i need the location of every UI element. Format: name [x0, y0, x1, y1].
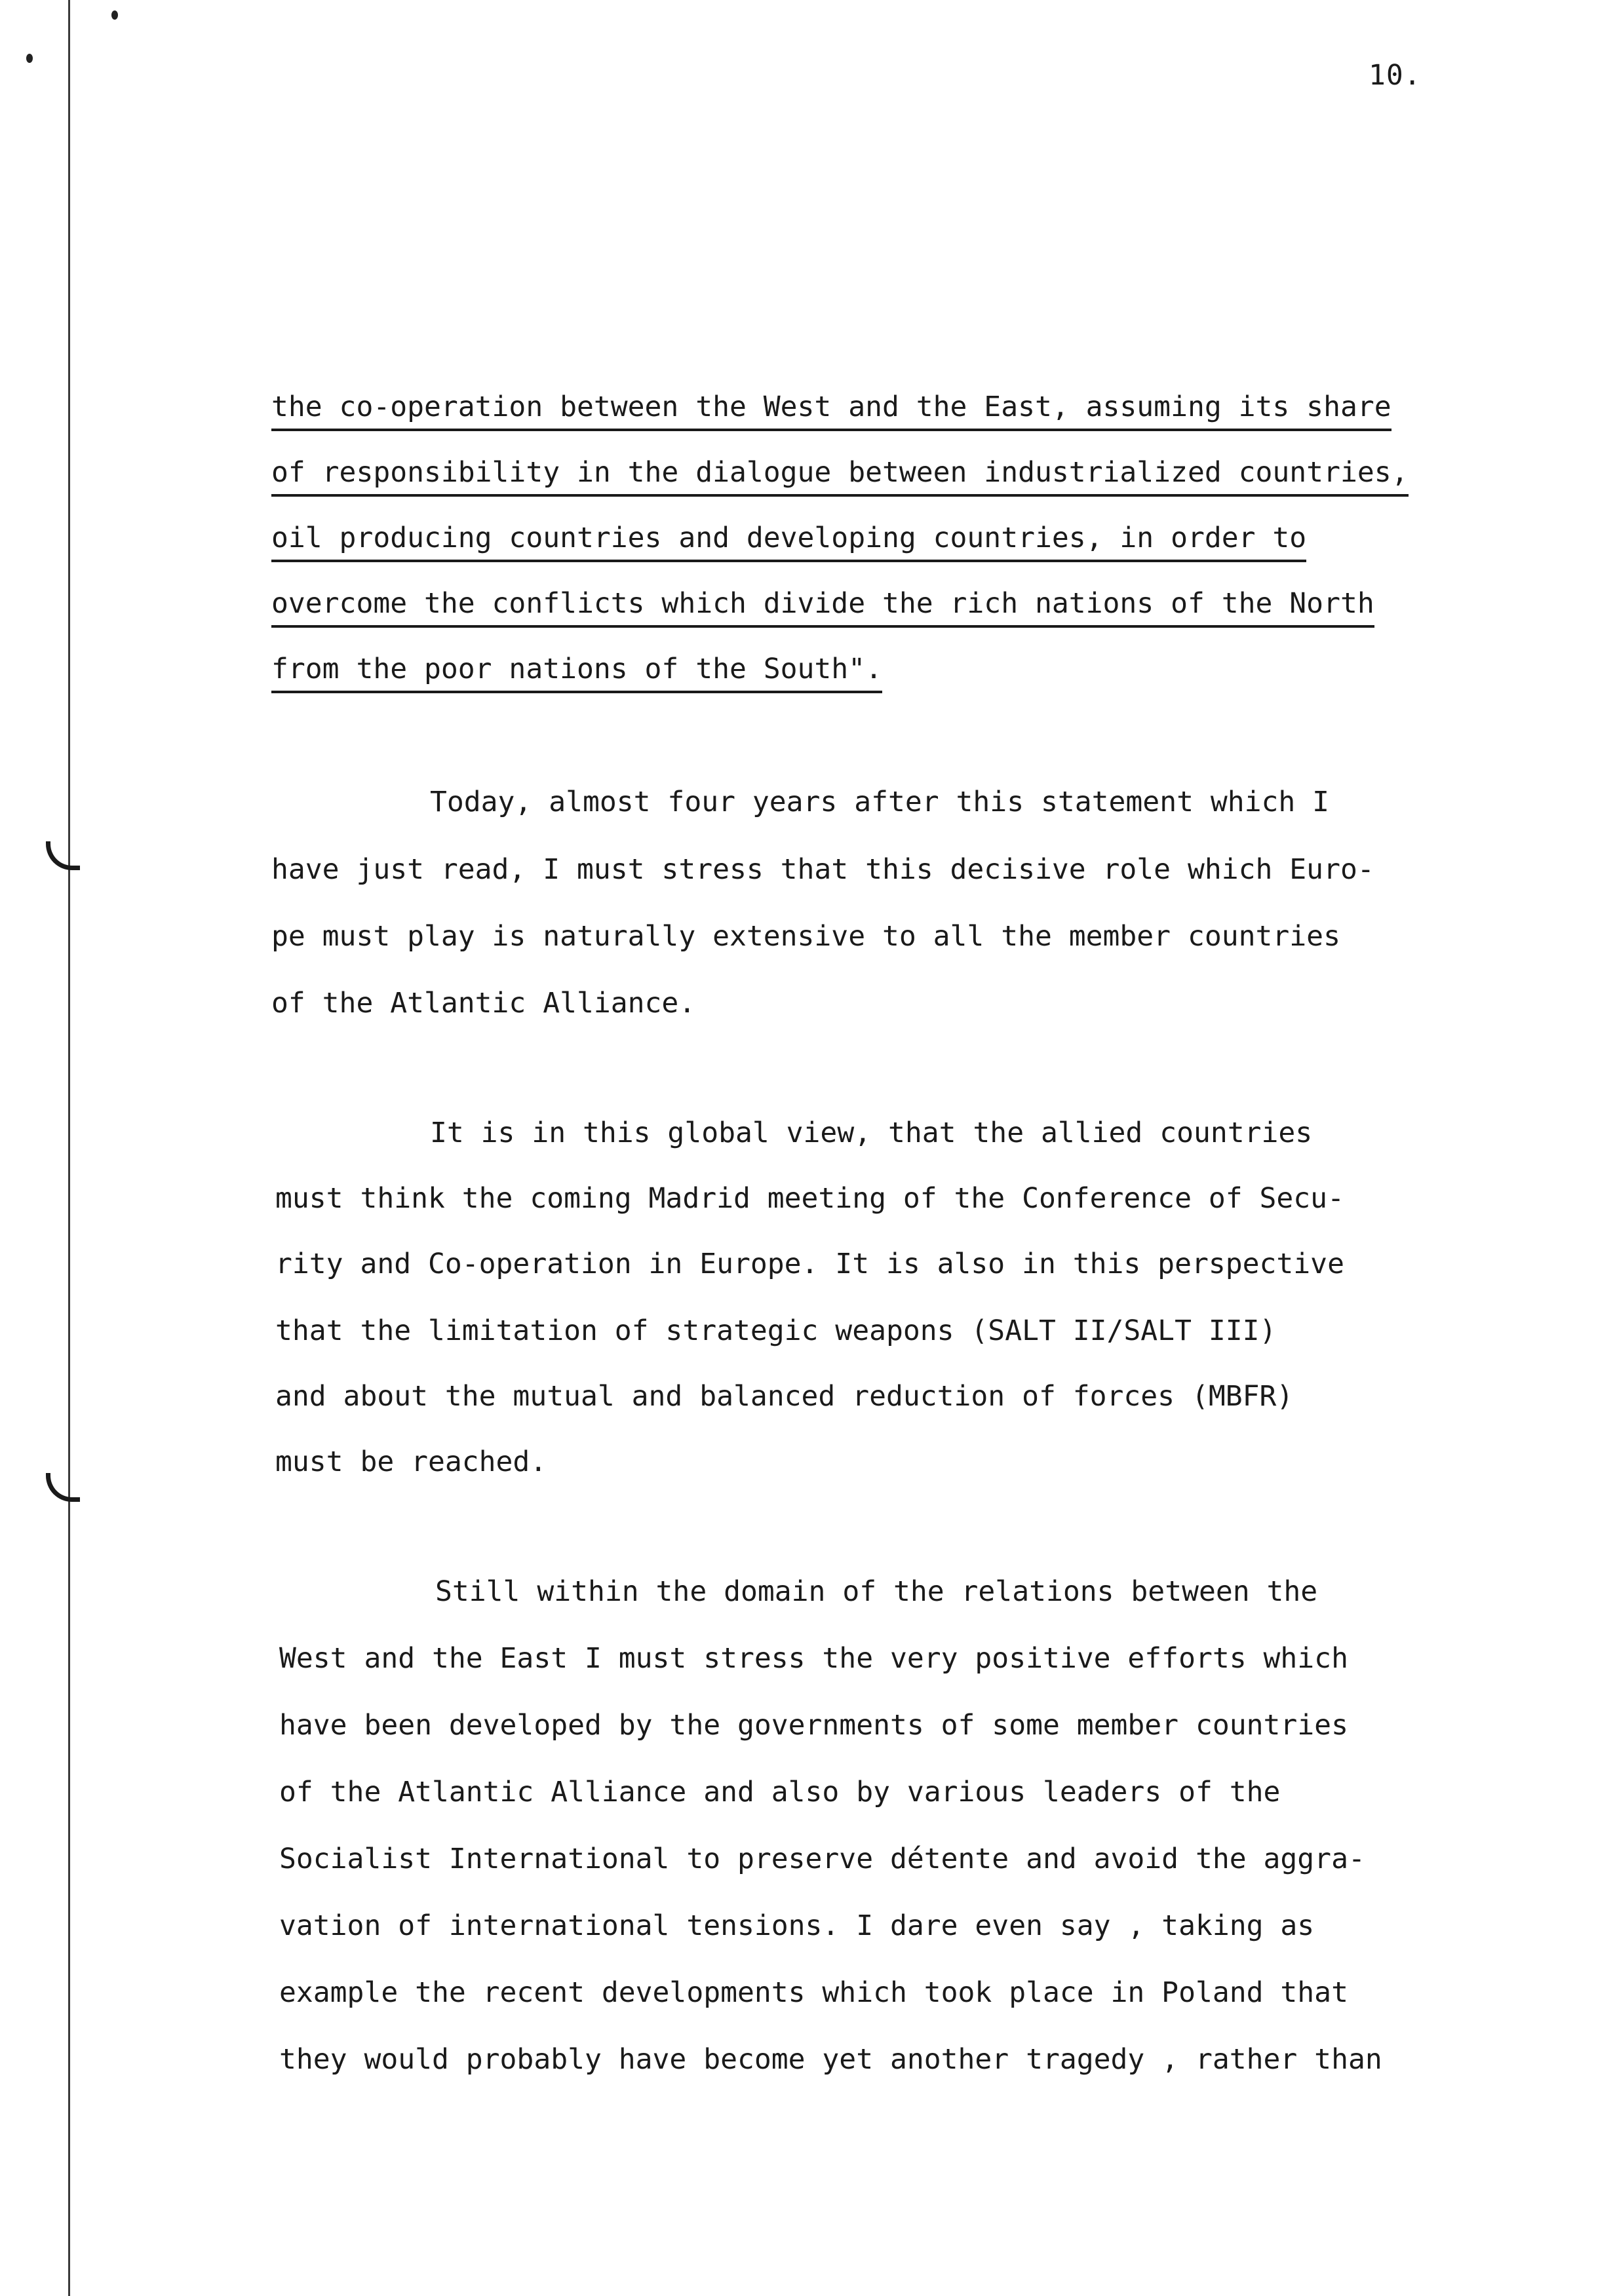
text-line: West and the East I must stress the very positive efforts which: [279, 1642, 1348, 1675]
margin-bracket-mark: [46, 841, 80, 870]
text-line: example the recent developments which took place in Poland that: [279, 1976, 1348, 2009]
text-line: [271, 393, 1391, 421]
punch-dot: [26, 54, 33, 63]
text-line: have been developed by the governments of some member countries: [279, 1709, 1348, 1742]
text-line: Socialist International to preserve détente and avoid the aggra-: [279, 1843, 1365, 1875]
underlined-text: of responsibility in the dialogue between industrialized countries,: [271, 456, 1409, 497]
text-line: that the limitation of strategic weapons (SALT II/SALT III): [275, 1314, 1277, 1347]
text-line: pe must play is naturally extensive to all the member countries: [271, 920, 1340, 953]
text-line: [271, 587, 1374, 620]
page-number: 10.: [1369, 59, 1422, 92]
underlined-text: from the poor nations of the South".: [271, 653, 882, 693]
underlined-text: oil producing countries and developing countries, in order to: [271, 522, 1306, 562]
paragraph-first-line: Still within the domain of the relations between the: [435, 1575, 1318, 1608]
text-line: and about the mutual and balanced reduction of forces (MBFR): [275, 1380, 1294, 1413]
margin-rule: [68, 0, 70, 2296]
text-line: they would probably have become yet another tragedy , rather than: [279, 2043, 1382, 2076]
text-line: of the Atlantic Alliance.: [271, 987, 696, 1020]
text-line: [271, 456, 1409, 489]
margin-bracket-mark: [46, 1473, 80, 1502]
text-line: rity and Co-operation in Europe. It is also in this perspective: [275, 1248, 1344, 1280]
text-line: of the Atlantic Alliance and also by various leaders of the: [279, 1776, 1281, 1808]
text-line: must be reached.: [275, 1445, 547, 1478]
text-line: [271, 524, 1306, 552]
underlined-text: overcome the conflicts which divide the rich nations of the North: [271, 587, 1374, 628]
text-line: [271, 655, 882, 683]
underlined-text: the co-operation between the West and the East, assuming its share: [271, 391, 1391, 431]
text-line: have just read, I must stress that this decisive role which Euro-: [271, 853, 1374, 886]
paragraph-first-line: Today, almost four years after this statement which I: [430, 786, 1330, 818]
text-line: vation of international tensions. I dare even say , taking as: [279, 1909, 1315, 1942]
text-line: must think the coming Madrid meeting of the Conference of Secu-: [275, 1182, 1344, 1215]
paragraph-first-line: It is in this global view, that the allied countries: [430, 1117, 1313, 1149]
punch-dot: [111, 10, 118, 20]
